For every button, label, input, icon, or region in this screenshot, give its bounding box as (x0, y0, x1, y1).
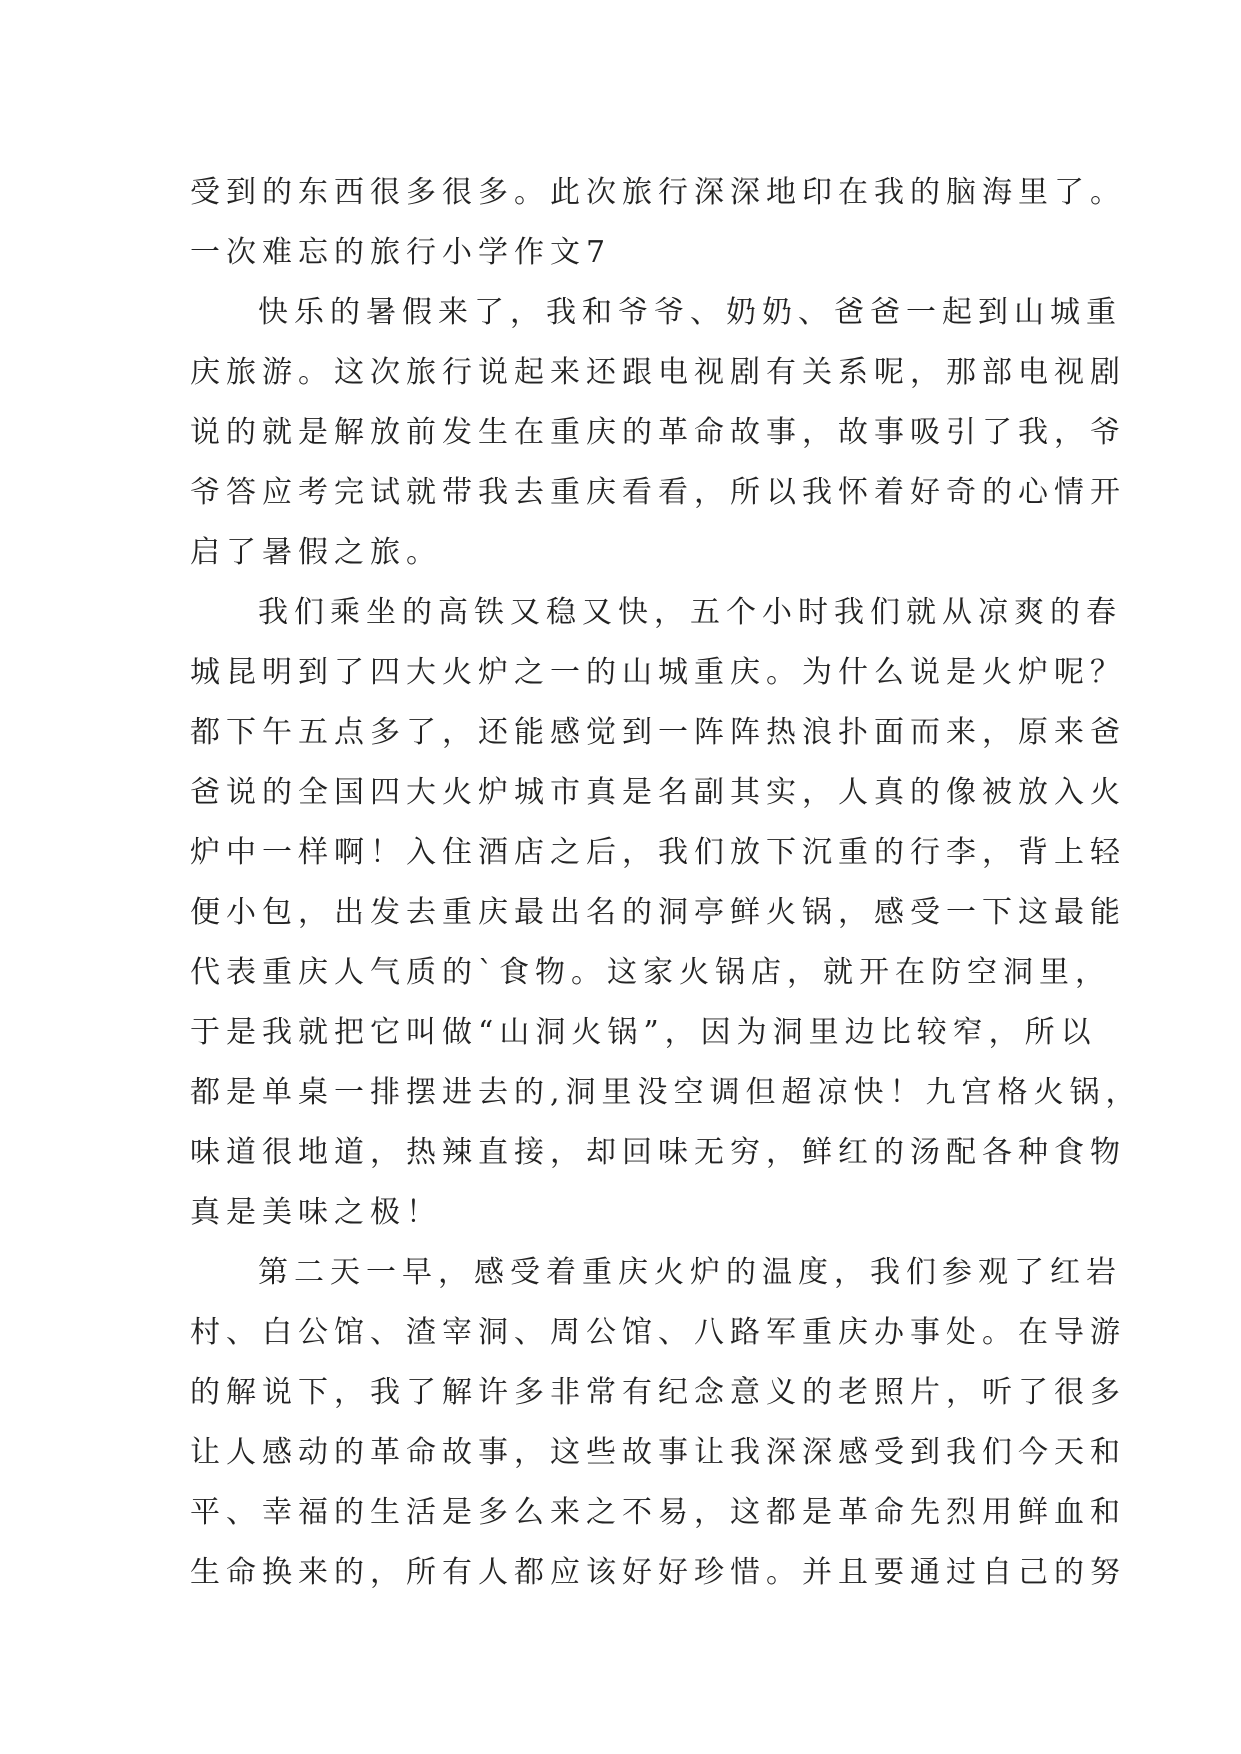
text-line: 让人感动的革命故事，这些故事让我深深感受到我们今天和 (190, 1435, 1126, 1470)
text-line: 爷答应考完试就带我去重庆看看，所以我怀着好奇的心情开 (190, 475, 1126, 510)
paragraph-start-line: 我们乘坐的高铁又稳又快，五个小时我们就从凉爽的春 (258, 595, 1122, 630)
text-line: 味道很地道，热辣直接，却回味无穷，鲜红的汤配各种食物 (190, 1135, 1126, 1170)
essay-title: 一次难忘的旅行小学作文7 (190, 235, 612, 270)
text-line: 庆旅游。这次旅行说起来还跟电视剧有关系呢，那部电视剧 (190, 355, 1126, 390)
text-line: 生命换来的，所有人都应该好好珍惜。并且要通过自己的努 (190, 1555, 1126, 1590)
text-line: 受到的东西很多很多。此次旅行深深地印在我的脑海里了。 (190, 175, 1126, 210)
essay-body (190, 163, 1142, 1603)
text-line: 平、幸福的生活是多么来之不易，这都是革命先烈用鲜血和 (190, 1495, 1126, 1530)
paragraph-start-line: 快乐的暑假来了，我和爷爷、奶奶、爸爸一起到山城重 (258, 295, 1122, 330)
text-line: 城昆明到了四大火炉之一的山城重庆。为什么说是火炉呢？ (190, 655, 1126, 690)
text-line: 便小包，出发去重庆最出名的洞亭鲜火锅，感受一下这最能 (190, 895, 1126, 930)
text-line: 启了暑假之旅。 (190, 535, 442, 570)
text-line: 真是美味之极！ (190, 1195, 442, 1230)
text-line: 都下午五点多了，还能感觉到一阵阵热浪扑面而来，原来爸 (190, 715, 1126, 750)
text-line: 说的就是解放前发生在重庆的革命故事，故事吸引了我，爷 (190, 415, 1126, 450)
paragraph-start-line: 第二天一早，感受着重庆火炉的温度，我们参观了红岩 (258, 1255, 1122, 1290)
text-line: 爸说的全国四大火炉城市真是名副其实，人真的像被放入火 (190, 775, 1126, 810)
text-line: 代表重庆人气质的`食物。这家火锅店，就开在防空洞里， (190, 955, 1111, 990)
text-line: 村、白公馆、渣宰洞、周公馆、八路军重庆办事处。在导游 (190, 1315, 1126, 1350)
text-line: 炉中一样啊！入住酒店之后，我们放下沉重的行李，背上轻 (190, 835, 1126, 870)
text-line: 的解说下，我了解许多非常有纪念意义的老照片，听了很多 (190, 1375, 1126, 1410)
text-line: 都是单桌一排摆进去的,洞里没空调但超凉快！九宫格火锅， (190, 1075, 1142, 1110)
text-line: 于是我就把它叫做“山洞火锅”，因为洞里边比较窄，所以 (190, 1015, 1097, 1050)
